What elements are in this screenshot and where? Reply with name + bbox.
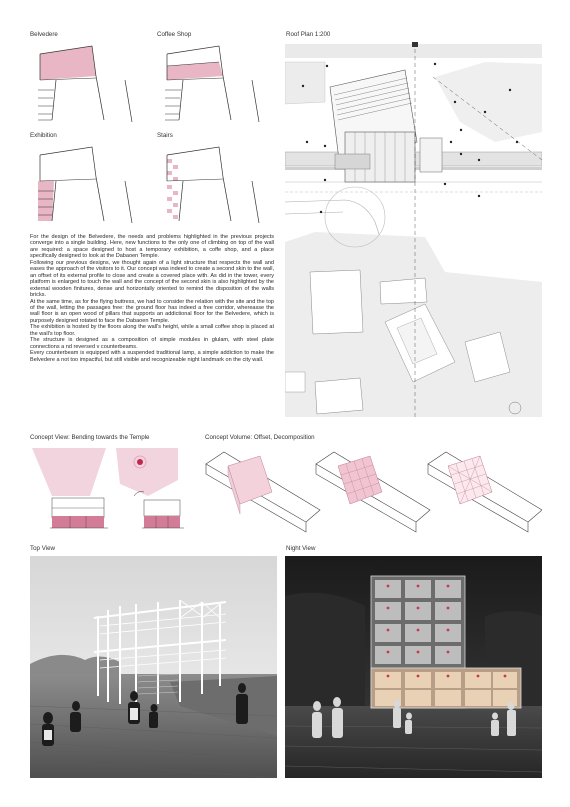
night-view-title: Night View	[286, 545, 316, 552]
concept-view-title: Concept View: Bending towards the Temple	[30, 434, 150, 441]
project-description	[30, 234, 274, 363]
description-paragraph: The structure is designed as a composition of simple modules in glulam, with steel plate connections a nd reversed v counterbeams.	[30, 337, 274, 350]
roof-plan-drawing	[285, 42, 542, 417]
diagram-label-stairs: Stairs	[157, 132, 173, 139]
stairs-diagram	[157, 141, 267, 226]
description-paragraph: The exhibition is hosted by the floors along the wall's height, while a small coffee shop is placed at the wall's top floor.	[30, 324, 274, 337]
night-view-render	[285, 556, 542, 778]
top-view-title: Top View	[30, 545, 55, 552]
roof-plan-title: Roof Plan 1:200	[286, 31, 331, 38]
description-paragraph: Following our previous designs, we thought again of a light structure that respects the wall and eases the approach of the visitors to it. Our concept was indeed to create a second skin to the wall, an offset of its external profile to close and create a covered place with. As did in the tower, every platform is enlarged to touch the wall and the concept of the second skin is also highlighted by the external wooden finitures, dense and horizontally oriented to remind the disposition of the walls bricks.	[30, 259, 274, 299]
concept-volume-diagram	[202, 444, 542, 534]
top-view-render	[30, 556, 277, 778]
belvedere-diagram	[30, 40, 140, 125]
diagram-label-coffee-shop: Coffee Shop	[157, 31, 192, 38]
coffee-shop-diagram	[157, 40, 267, 125]
description-paragraph: At the same time, as for the flying buttress, we had to consider the relation with the site and the top of the wall, letting the passages free: the ground floor has indeed a free corridor, whereasse the wall floor is an open wood of pillars that supports an addictional floor for the Belvedere, which is purposely designed rotated to face the Dabaoen Temple.	[30, 298, 274, 324]
description-paragraph: For the design of the Belvedere, the needs and problems highlighted in the previous projects converge into a single building. Here, new functions to the only one of climbing on top of the wall are required: a space designed to host a temporary exhibition, a coffe shop, and a place specifically designed to look at the Dabaoen Temple.	[30, 234, 274, 260]
exhibition-diagram	[30, 141, 140, 226]
diagram-label-belvedere: Belvedere	[30, 31, 58, 38]
concept-view-diagram	[30, 444, 190, 534]
diagram-label-exhibition: Exhibition	[30, 132, 57, 139]
description-paragraph: Every counterbeam is equipped with a suspended traditional lamp, a simple addiction to make the Belvedere a not too impactful, but still visible and recognizeable night landmark on the city wall.	[30, 350, 274, 363]
concept-volume-title: Concept Volume: Offset, Decomposition	[205, 434, 315, 441]
